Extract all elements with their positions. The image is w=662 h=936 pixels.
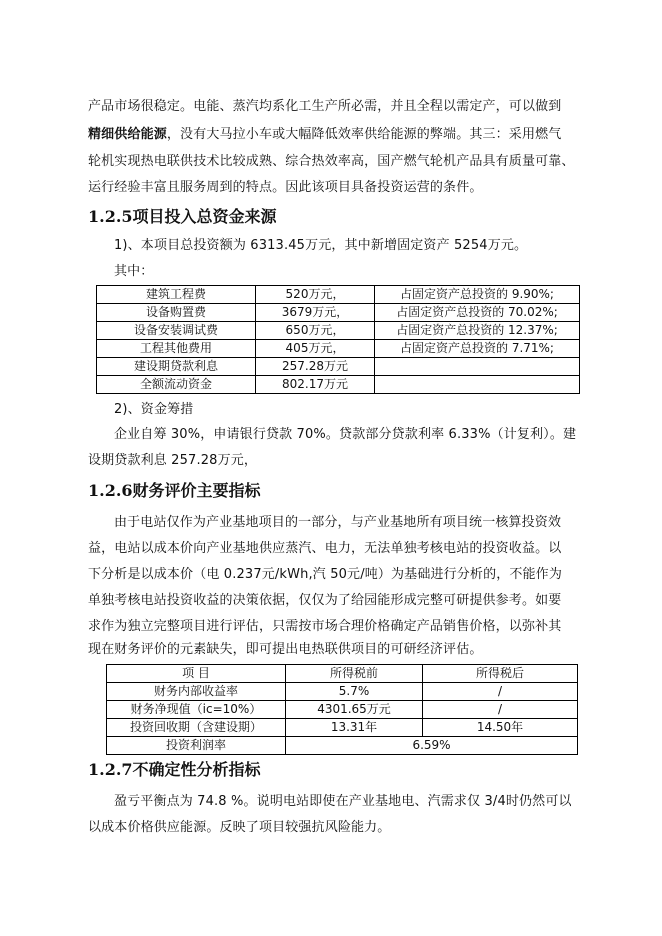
table-cell: 占固定资产总投资的 12.37%; — [375, 322, 580, 340]
table-cell: 13.31年 — [286, 719, 423, 737]
finance-paragraph-line-3: 下分析是以成本价（电 0.237元/kWh,汽 50元/吨）为基础进行分析的，不能作为 — [88, 567, 562, 582]
intro-line-1: 产品市场很稳定。电能、蒸汽均系化工生产所必需，并且全程以需定产，可以做到 — [88, 99, 562, 114]
intro-bold-phrase: 精细供给能源 — [88, 127, 167, 142]
investment-breakdown-table — [96, 285, 580, 394]
finance-paragraph-line-5: 求作为独立完整项目进行评估，只需按市场合理价格确定产品销售价格，以弥补其 — [88, 619, 562, 634]
financing-line-2: 设期贷款利息 257.28万元， — [88, 453, 258, 468]
table-cell: 650万元， — [256, 322, 375, 340]
heading-1-2-5: 1.2.5项目投入总资金来源 — [88, 207, 277, 226]
table-cell: 5.7% — [286, 683, 423, 701]
table-cell: 投资利润率 — [107, 737, 286, 755]
investment-total-paragraph: 1)、本项目总投资额为 6313.45万元，其中新增固定资产 5254万元。 — [114, 238, 528, 253]
investment-breakdown-label: 其中： — [114, 264, 154, 279]
table-cell: 设备购置费 — [97, 304, 256, 322]
table-header-cell: 所得税前 — [286, 665, 423, 683]
table-row — [97, 376, 580, 394]
finance-paragraph-line-2: 益，电站以成本价向产业基地供应蒸汽、电力，无法单独考核电站的投资收益。以 — [88, 541, 562, 556]
table-cell: 405万元， — [256, 340, 375, 358]
table-cell — [375, 358, 580, 376]
heading-1-2-6: 1.2.6财务评价主要指标 — [88, 481, 261, 500]
table-cell-merged: 6.59% — [286, 737, 578, 755]
table-cell: 设备安装调试费 — [97, 322, 256, 340]
uncertainty-line-1: 盈亏平衡点为 74.8 %。说明电站即使在产业基地电、汽需求仅 3/4时仍然可以 — [114, 794, 572, 809]
finance-paragraph-line-4: 单独考核电站投资收益的决策依据，仅仅为了给园能形成完整可研提供参考。如要 — [88, 593, 562, 608]
finance-paragraph-line-6: 现在财务评价的元素缺失，即可提出电热联供项目的可研经济评估。 — [88, 642, 483, 657]
intro-line-3: 轮机实现热电联供技术比较成熟、综合热效率高，国产燃气轮机产品具有质量可靠、 — [88, 154, 575, 169]
intro-line-2 — [88, 125, 578, 145]
table-cell: 14.50年 — [423, 719, 578, 737]
table-cell: 投资回收期（含建设期） — [107, 719, 286, 737]
uncertainty-line-2: 以成本价格供应能源。反映了项目较强抗风险能力。 — [88, 820, 391, 835]
table-cell: / — [423, 683, 578, 701]
financing-line-1: 企业自筹 30%，申请银行贷款 70%。贷款部分贷款利率 6.33%（计复利）。建 — [114, 427, 577, 442]
table-cell: 工程其他费用 — [97, 340, 256, 358]
table-row — [107, 683, 578, 701]
table-cell: 财务净现值（ic=10%） — [107, 701, 286, 719]
table-cell: 3679万元， — [256, 304, 375, 322]
table-row — [107, 737, 578, 755]
table-cell: 建筑工程费 — [97, 286, 256, 304]
table-row — [107, 719, 578, 737]
table-cell: 财务内部收益率 — [107, 683, 286, 701]
table-cell: 520万元， — [256, 286, 375, 304]
table-cell: 占固定资产总投资的 9.90%; — [375, 286, 580, 304]
finance-paragraph-line-1: 由于电站仅作为产业基地项目的一部分，与产业基地所有项目统一核算投资效 — [114, 515, 562, 530]
table-header-row — [107, 665, 578, 683]
table-header-cell: 项 目 — [107, 665, 286, 683]
financial-indicators-table — [106, 664, 578, 755]
table-row — [97, 358, 580, 376]
table-row — [97, 304, 580, 322]
table-cell: / — [423, 701, 578, 719]
table-row — [97, 340, 580, 358]
table-cell: 4301.65万元 — [286, 701, 423, 719]
table-cell: 占固定资产总投资的 7.71%; — [375, 340, 580, 358]
table-row — [107, 701, 578, 719]
table-cell: 全额流动资金 — [97, 376, 256, 394]
heading-1-2-7: 1.2.7不确定性分析指标 — [88, 760, 261, 779]
table-row — [97, 286, 580, 304]
intro-line-4: 运行经验丰富且服务周到的特点。因此该项目具备投资运营的条件。 — [88, 180, 483, 195]
intro-line-2-rest: ，没有大马拉小车或大幅降低效率供给能源的弊端。其三：采用燃气 — [166, 127, 562, 142]
table-cell: 257.28万元 — [256, 358, 375, 376]
table-cell — [375, 376, 580, 394]
table-cell: 802.17万元 — [256, 376, 375, 394]
table-row — [97, 322, 580, 340]
table-cell: 占固定资产总投资的 70.02%; — [375, 304, 580, 322]
financing-heading: 2)、资金筹措 — [114, 402, 194, 417]
table-cell: 建设期贷款利息 — [97, 358, 256, 376]
table-header-cell: 所得税后 — [423, 665, 578, 683]
